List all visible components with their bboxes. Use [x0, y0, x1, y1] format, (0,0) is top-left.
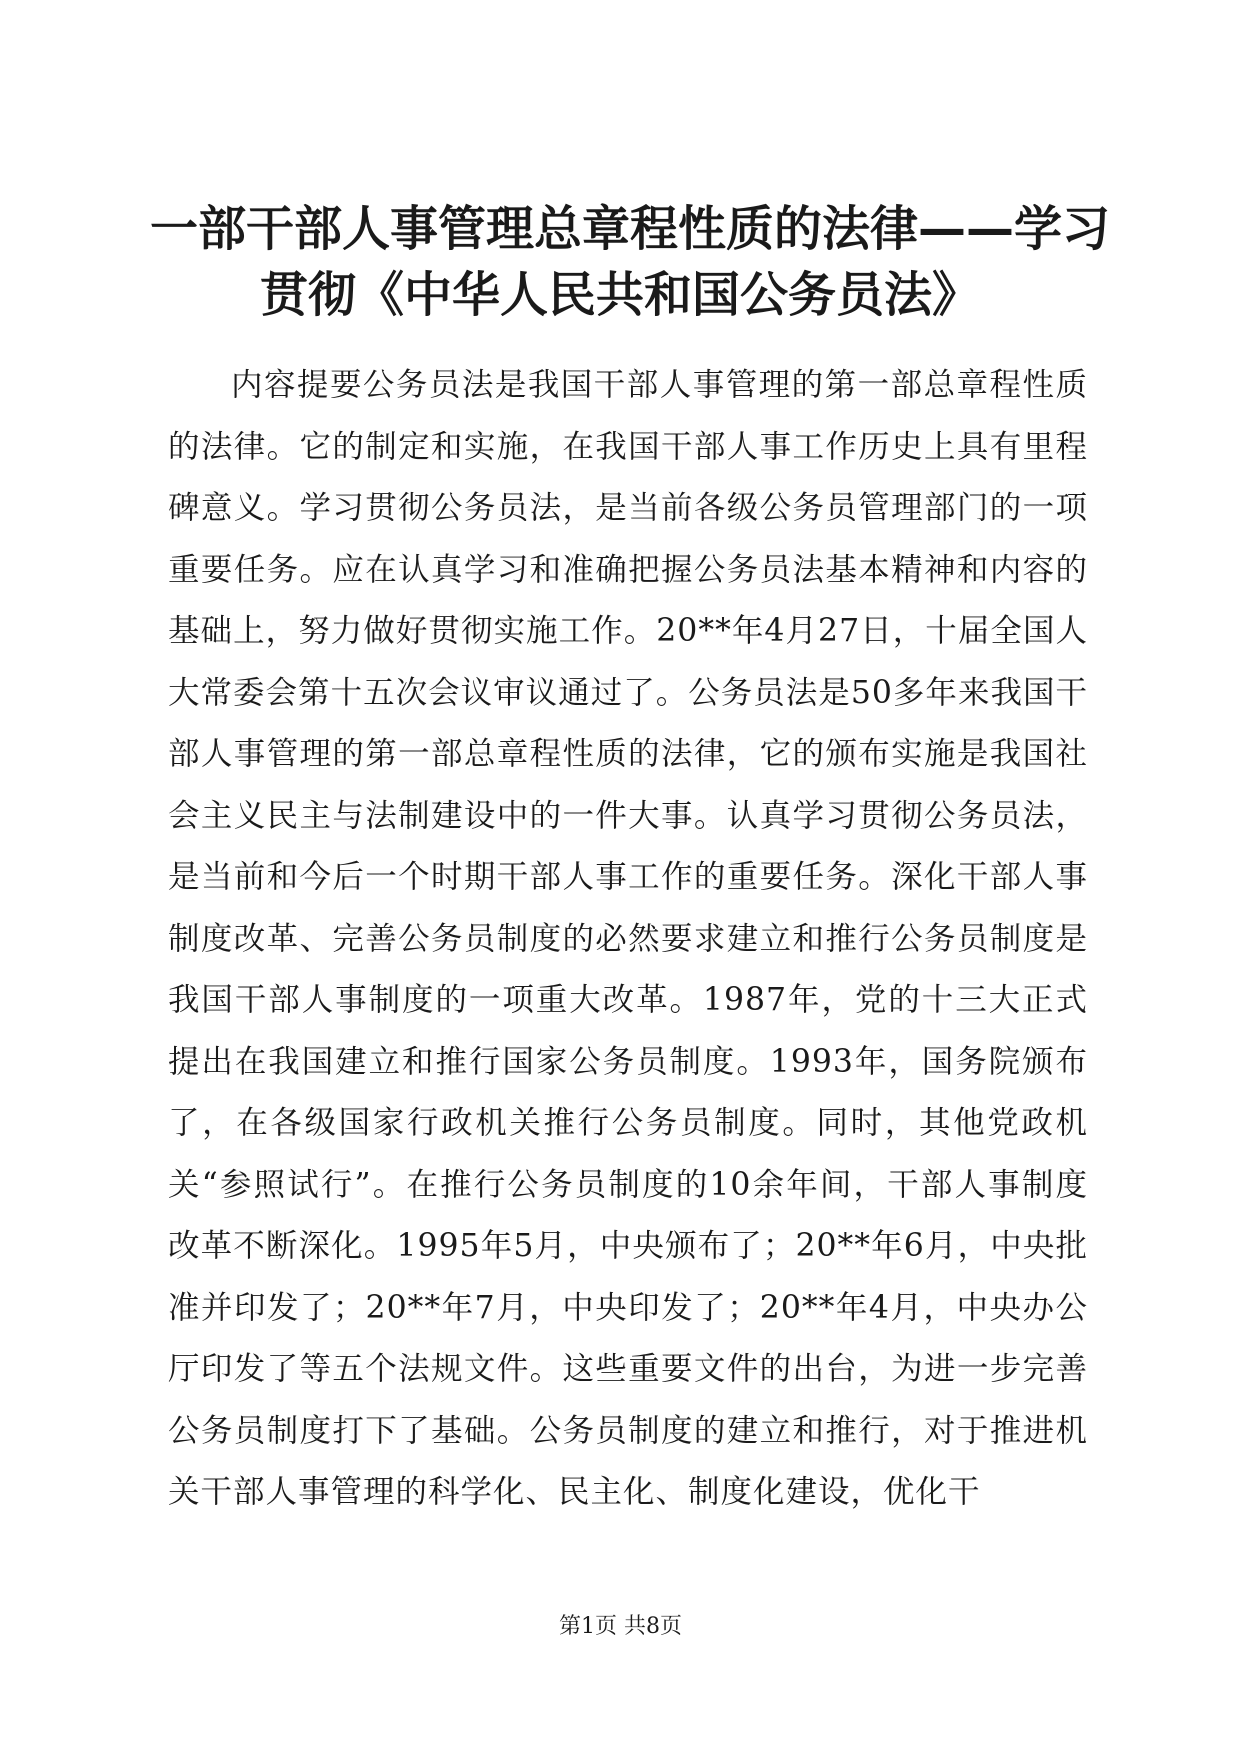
title-line-1: 一部干部人事管理总章程性质的法律——学习	[150, 201, 1111, 257]
body-paragraph: 内容提要公务员法是我国干部人事管理的第一部总章程性质的法律。它的制定和实施，在我国干部人事工作历史上具有里程碑意义。学习贯彻公务员法，是当前各级公务员管理部门的一项重要任务。应在认真学习和准确把握公务员法基本精神和内容的基础上，努力做好贯彻实施工作。20**年4月27日，十届全国人大常委会第十五次会议审议通过了。公务员法是50多年来我国干部人事管理的第一部总章程性质的法律，它的颁布实施是我国社会主义民主与法制建设中的一件大事。认真学习贯彻公务员法，是当前和今后一个时期干部人事工作的重要任务。深化干部人事制度改革、完善公务员制度的必然要求建立和推行公务员制度是我国干部人事制度的一项重大改革。1987年，党的十三大正式提出在我国建立和推行国家公务员制度。1993年，国务院颁布了，在各级国家行政机关推行公务员制度。同时，其他党政机关“参照试行”。在推行公务员制度的10余年间，干部人事制度改革不断深化。1995年5月，中央颁布了；20**年6月，中央批准并印发了；20**年7月，中央印发了；20**年4月，中央办公厅印发了等五个法规文件。这些重要文件的出台，为进一步完善公务员制度打下了基础。公务员制度的建立和推行，对于推进机关干部人事管理的科学化、民主化、制度化建设，优化干	[168, 367, 1088, 1510]
page-footer: 第1页 共8页	[559, 1614, 682, 1639]
title-line-2: 贯彻《中华人民共和国公务员法》	[259, 267, 980, 323]
document-title	[150, 196, 1111, 328]
